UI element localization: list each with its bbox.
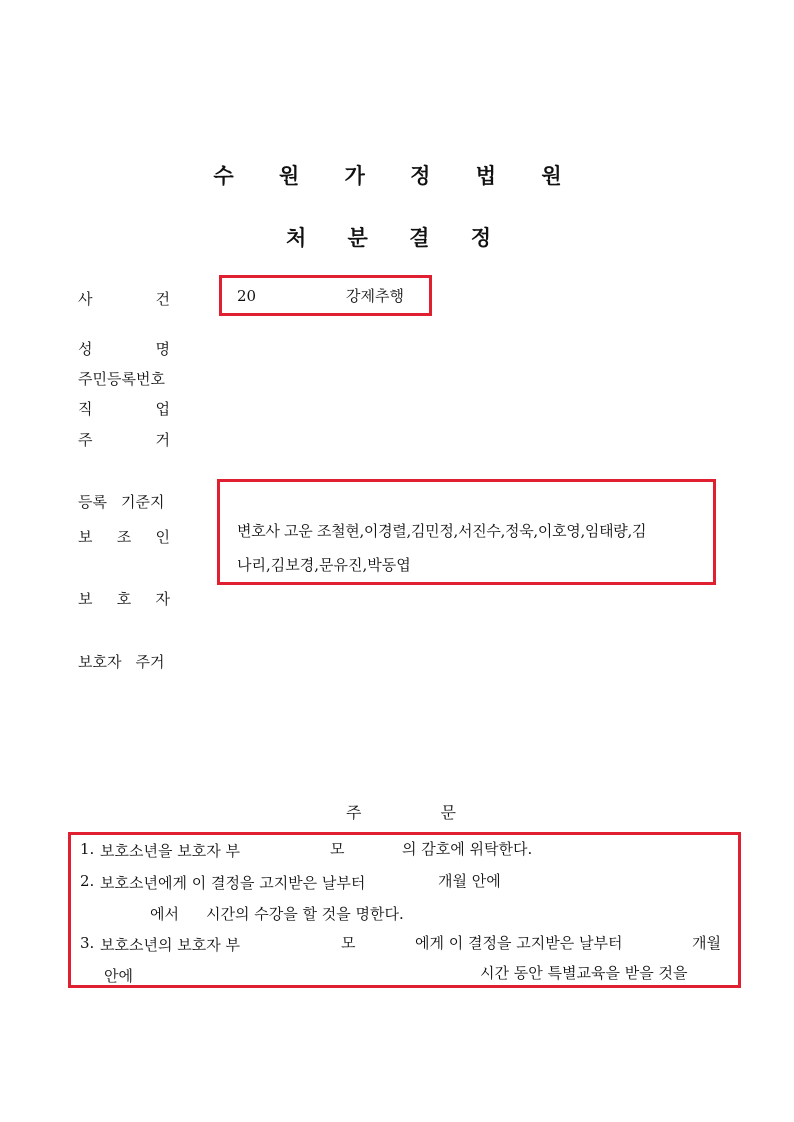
case-number: 20 — [237, 287, 257, 305]
document-title: 처 분 결 정 — [285, 225, 509, 250]
guardian-address-label: 보호자 주거 — [78, 653, 165, 671]
order-item3-number: 3. — [80, 934, 95, 952]
guardian-label: 보 호 자 — [78, 590, 170, 608]
registry-label: 등록 기준지 — [78, 493, 165, 511]
assistant-names-line2: 나리,김보경,문유진,박동엽 — [237, 556, 411, 574]
order-item3-middle: 에게 이 결정을 고지받은 날부터 — [415, 934, 623, 952]
order-item2-text: 보호소년에게 이 결정을 고지받은 날부터 — [100, 874, 366, 892]
order-item3-tail: 시간 동안 특별교육을 받을 것을 — [480, 964, 688, 982]
order-item2-place: 에서 — [150, 905, 179, 923]
order-item2-number: 2. — [80, 872, 95, 890]
order-item2-months: 개월 안에 — [438, 872, 501, 890]
assistant-label: 보 조 인 — [78, 528, 170, 546]
order-item1-tail: 의 감호에 위탁한다. — [402, 840, 533, 858]
court-name: 수 원 가 정 법 원 — [213, 163, 581, 188]
order-item1-text: 보호소년을 보호자 부 — [100, 842, 240, 860]
order-heading: 주 문 — [346, 803, 456, 822]
order-item1-mother: 모 — [330, 840, 345, 858]
order-item2-tail: 시간의 수강을 할 것을 명한다. — [206, 905, 404, 923]
order-item3-within: 안에 — [104, 967, 133, 985]
order-item3-months: 개월 — [692, 934, 721, 952]
order-item3-text: 보호소년의 보호자 부 — [100, 936, 240, 954]
name-label: 성 명 — [78, 340, 170, 358]
case-name: 강제추행 — [346, 287, 404, 305]
rrn-label: 주민등록번호 — [78, 370, 165, 388]
assistant-names-line1: 변호사 고운 조철현,이경렬,김민정,서진수,정욱,이호영,임태량,김 — [237, 522, 647, 540]
job-label: 직 업 — [78, 400, 170, 418]
order-item1-number: 1. — [80, 840, 95, 858]
case-label: 사 건 — [78, 290, 170, 308]
address-label: 주 거 — [78, 431, 170, 449]
order-item3-mother: 모 — [341, 934, 356, 952]
